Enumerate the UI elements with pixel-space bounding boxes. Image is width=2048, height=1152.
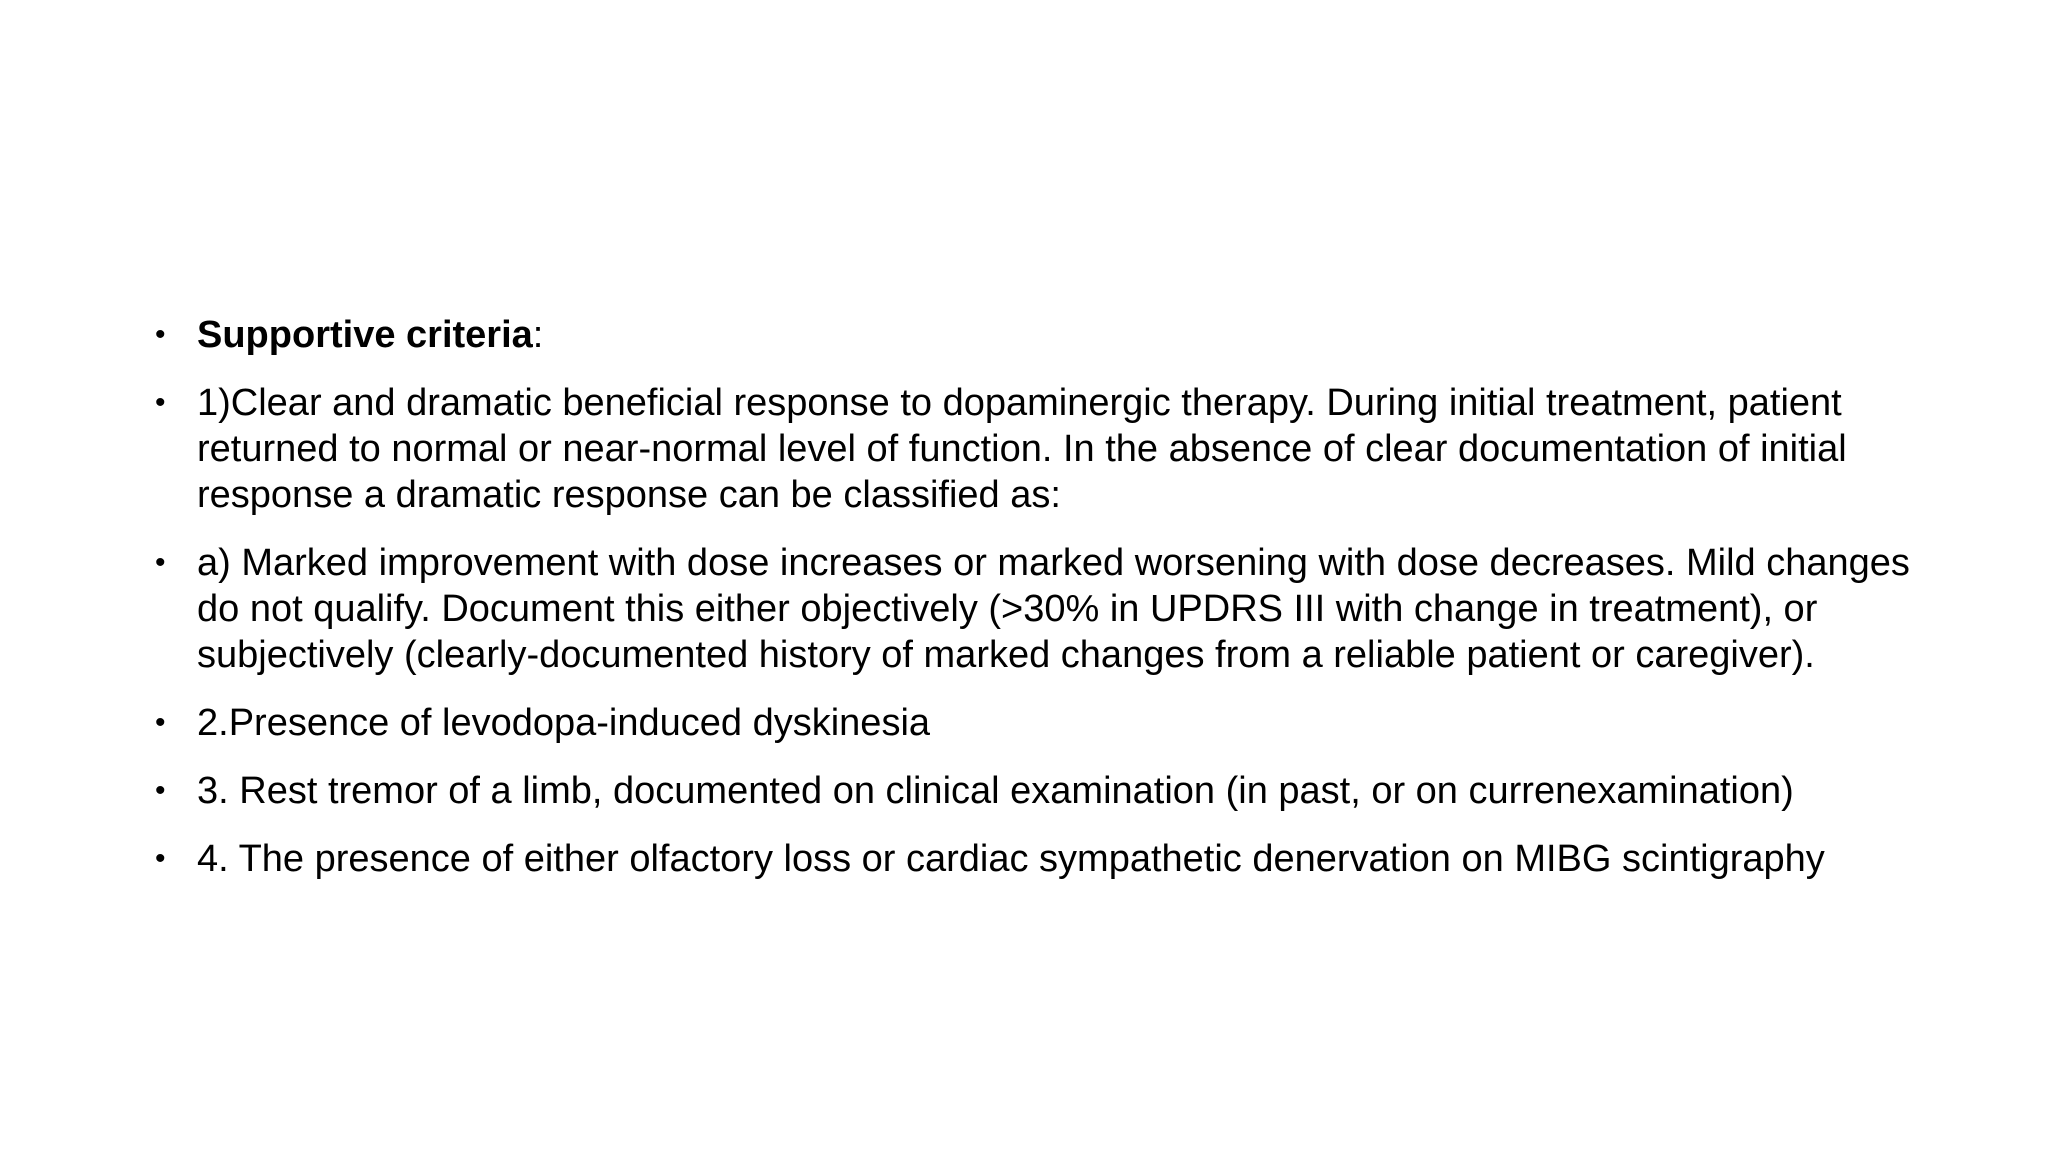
bullet-item-1a — [155, 540, 1915, 678]
bullet-item-2 — [155, 700, 1915, 746]
bullet-item-supportive-criteria — [155, 312, 1915, 358]
bullet-text: 1)Clear and dramatic beneficial response to dopaminergic therapy. During initial treatment, patient returned to normal or near-normal level of function. In the absence of clear documentation of initial response a dramatic response can be classified as: — [197, 382, 1847, 516]
bullet-text: 3. Rest tremor of a limb, documented on clinical examination (in past, or on currenexamination) — [197, 770, 1794, 812]
bullet-text: : — [532, 314, 544, 356]
bullet-item-4 — [155, 836, 1915, 882]
bullet-dot-icon: • — [155, 318, 166, 351]
bullet-dot-icon: • — [155, 386, 166, 419]
bullet-dot-icon: • — [155, 546, 166, 579]
bullet-dot-icon: • — [155, 774, 166, 807]
bullet-list — [155, 312, 1915, 904]
bullet-text: a) Marked improvement with dose increases or marked worsening with dose decreases. Mild changes do not qualify. Document this either objectively (>30% in UPDRS III with change in treatment), or subjectively (clearly-documented history of marked changes from a reliable patient or caregiver). — [197, 542, 1910, 676]
bullet-text: 2.Presence of levodopa-induced dyskinesia — [197, 702, 931, 744]
bullet-heading: Supportive criteria — [197, 314, 533, 356]
bullet-text: 4. The presence of either olfactory loss or cardiac sympathetic denervation on MIBG scintigraphy — [197, 838, 1825, 880]
bullet-dot-icon: • — [155, 706, 166, 739]
bullet-item-3 — [155, 768, 1915, 814]
bullet-dot-icon: • — [155, 842, 166, 875]
bullet-item-1 — [155, 380, 1915, 518]
